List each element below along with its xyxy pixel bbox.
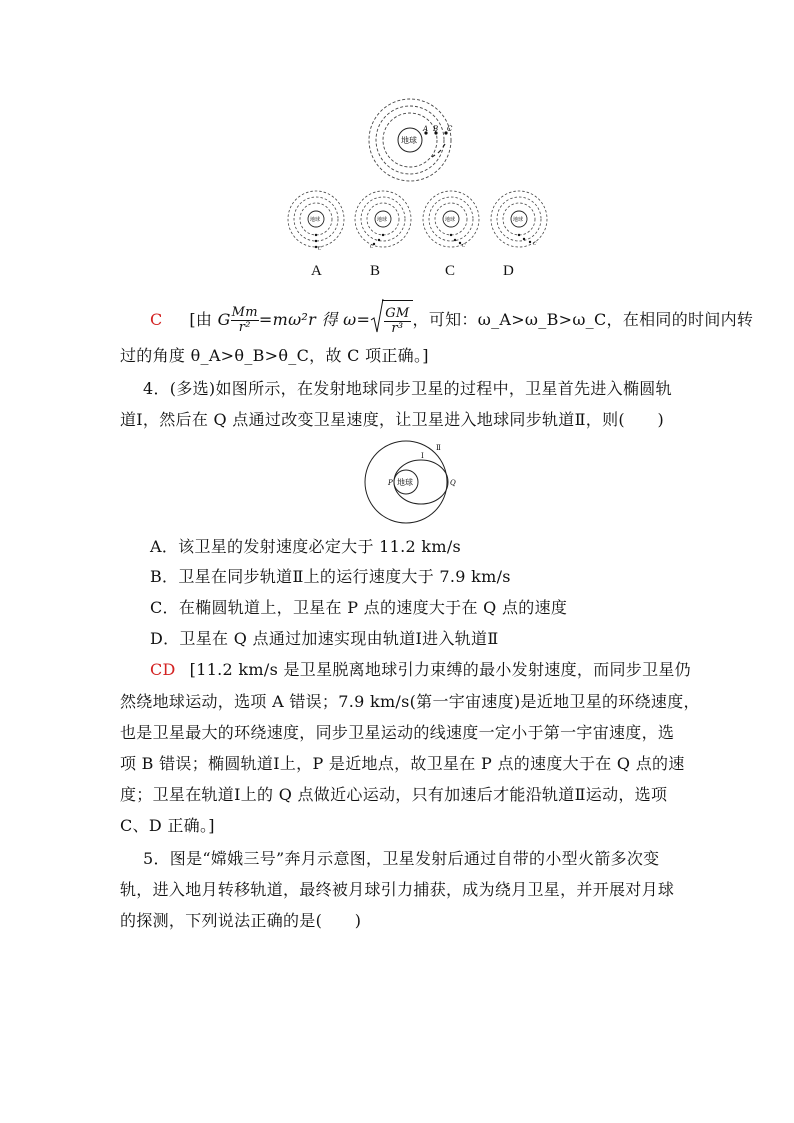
svg-text:C: C xyxy=(533,242,537,247)
q4-option-d: D．卫星在 Q 点通过加速实现由轨道Ⅰ进入轨道Ⅱ xyxy=(150,629,499,648)
answer3-line1 xyxy=(150,300,753,340)
option-caption-b: B xyxy=(370,263,381,279)
option-figure-d xyxy=(486,190,552,252)
option-caption-d: D xyxy=(503,263,514,279)
formula-fraction: $\frac{Mm}{\text{r²}}$ xyxy=(231,305,258,335)
svg-text:C: C xyxy=(462,244,466,249)
orbit-label-ii: Ⅱ xyxy=(436,444,441,452)
point-p: P xyxy=(388,479,393,487)
q4-answer-line4: 项 B 错误；椭圆轨道Ⅰ上，P 是近地点，故卫星在 P 点的速度大于在 Q 点的速 xyxy=(120,754,685,773)
orbit-label-b: B xyxy=(433,125,439,133)
option-figure-c xyxy=(418,190,484,252)
q4-answer-line6: C、D 正确。] xyxy=(120,816,215,835)
earth-label: 地球 xyxy=(377,217,388,223)
option-caption-c: C xyxy=(445,263,456,279)
earth-label: 地球 xyxy=(445,217,456,223)
option-caption-a: A xyxy=(311,263,322,279)
earth-label: 地球 xyxy=(397,478,413,487)
orbit-label-a: A xyxy=(423,125,429,133)
answer-letter: C xyxy=(150,310,163,329)
q4-stem-line2: 道Ⅰ，然后在 Q 点通过改变卫星速度，让卫星进入地球同步轨道Ⅱ，则( ) xyxy=(120,410,665,429)
svg-text:C: C xyxy=(318,247,322,252)
earth-label: 地球 xyxy=(401,136,417,145)
answer-open: [由 xyxy=(189,310,213,329)
formula-eq: =mω²r 得 ω= xyxy=(258,310,371,329)
q4-option-c: C．在椭圆轨道上，卫星在 P 点的速度大于在 Q 点的速度 xyxy=(150,598,568,617)
q4-answer-line3: 也是卫星最大的环绕速度，同步卫星运动的线速度一定小于第一宇宙速度，选 xyxy=(120,723,675,742)
q4-option-b: B．卫星在同步轨道Ⅱ上的运行速度大于 7.9 km/s xyxy=(150,567,511,586)
earth-label: 地球 xyxy=(310,217,321,223)
top-orbit-figure xyxy=(360,95,460,185)
q4-answer-line1: CD [11.2 km/s 是卫星脱离地球引力束缚的最小发射速度，而同步卫星仍 xyxy=(150,660,691,679)
q5-line3: 的探测，下列说法正确的是( ) xyxy=(120,911,362,930)
point-q: Q xyxy=(450,479,456,487)
answer3-line2: 过的角度 θ_A>θ_B>θ_C，故 C 项正确。] xyxy=(120,346,429,365)
motion-arrow-icon xyxy=(432,144,445,157)
q4-option-a: A．该卫星的发射速度必定大于 11.2 km/s xyxy=(150,537,462,556)
q4-answer-line2: 然绕地球运动，选项 A 错误；7.9 km/s(第一宇宙速度)是近地卫星的环绕速度， xyxy=(120,692,700,711)
q5-line2: 轨，进入地月转移轨道，最终被月球引力捕获，成为绕月卫星，并开展对月球 xyxy=(120,880,675,899)
option-figure-a xyxy=(283,190,349,252)
q4-orbit-figure xyxy=(364,440,454,525)
formula-g: G xyxy=(217,310,231,329)
q4-stem-line1: 4．(多选)如图所示，在发射地球同步卫星的过程中，卫星首先进入椭圆轨 xyxy=(143,379,672,398)
q5-line1: 5．图是“嫦娥三号”奔月示意图，卫星发射后通过自带的小型火箭多次变 xyxy=(143,849,660,868)
answer-letter: CD xyxy=(150,660,176,679)
q4-answer-line5: 度；卫星在轨道Ⅰ上的 Q 点做近心运动，只有加速后才能沿轨道Ⅱ运动，选项 xyxy=(120,785,668,804)
orbit-label-c: C xyxy=(447,125,453,133)
answer3-rest: ，可知：ω_A>ω_B>ω_C，在相同的时间内转 xyxy=(412,310,754,329)
formula-sqrt: $\frac{GM}{\text{r³}}$ xyxy=(370,300,412,341)
svg-text:C: C xyxy=(370,245,374,250)
orbit-label-i: Ⅰ xyxy=(421,452,424,460)
option-figure-b xyxy=(350,190,416,252)
earth-label: 地球 xyxy=(513,217,524,223)
